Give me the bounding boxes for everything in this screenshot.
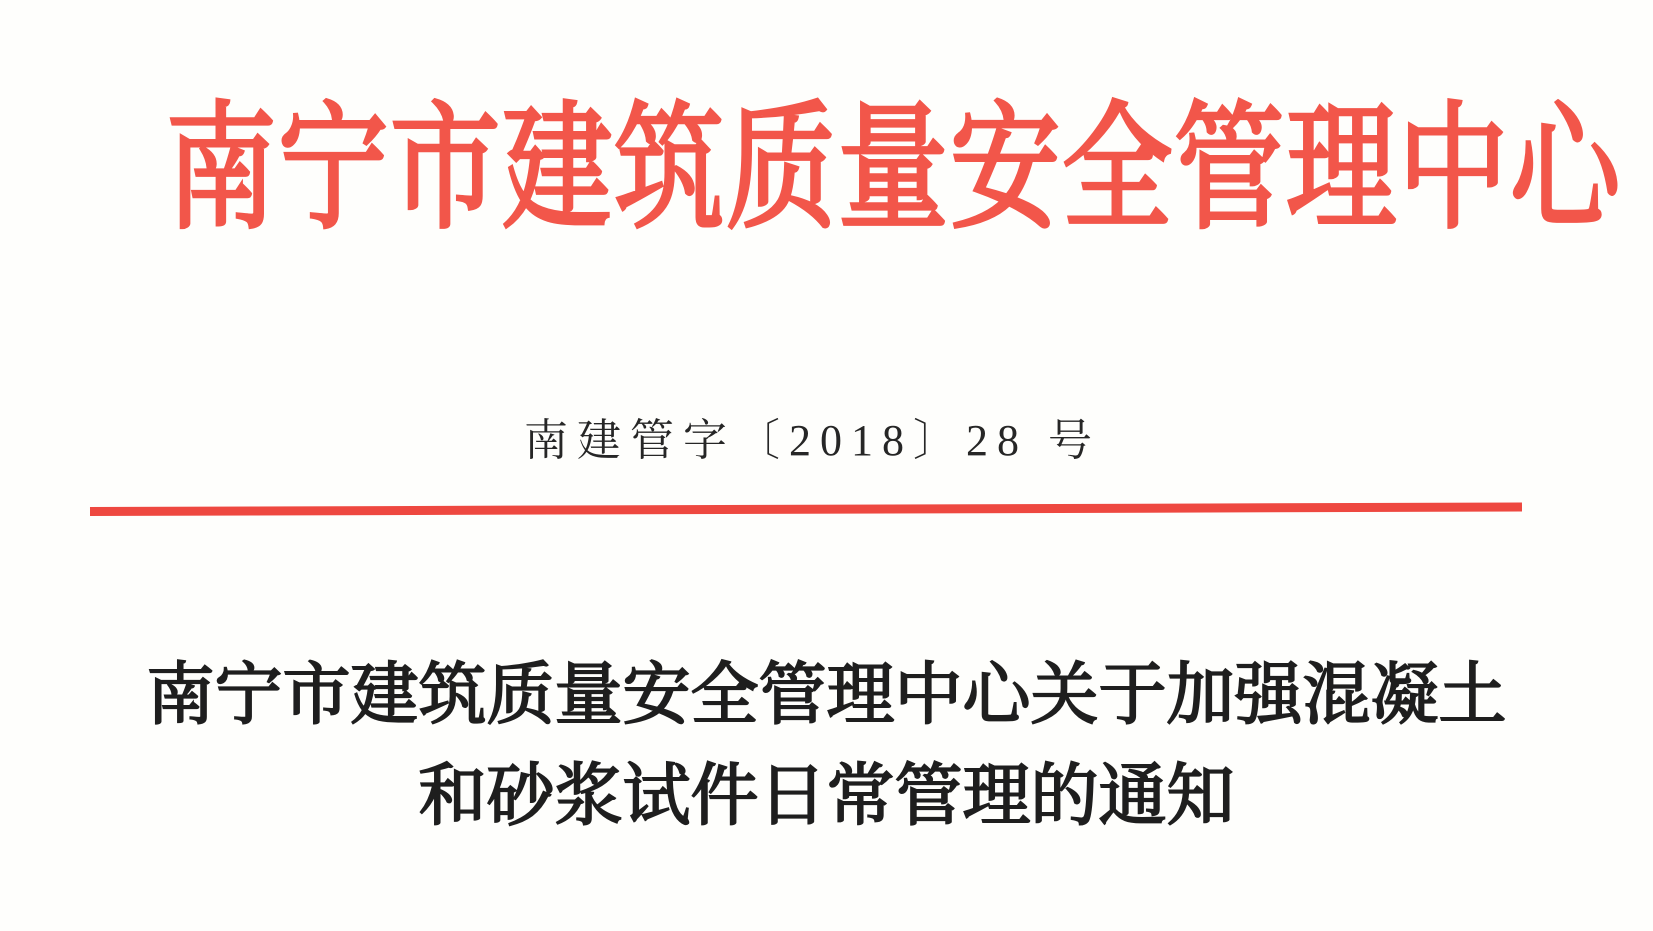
red-divider-line: [90, 503, 1522, 516]
notice-title-line2: 和砂浆试件日常管理的通知: [418, 758, 1235, 834]
letterhead-agency-title-text: 南宁市建筑质量安全管理中心: [166, 93, 1623, 246]
notice-title: [0, 645, 1653, 847]
document-reference-number: 南建管字〔2018〕28 号: [524, 416, 1101, 465]
notice-title-line1: 南宁市建筑质量安全管理中心关于加强混凝土: [146, 657, 1507, 733]
letterhead-agency-title: [0, 93, 1637, 246]
